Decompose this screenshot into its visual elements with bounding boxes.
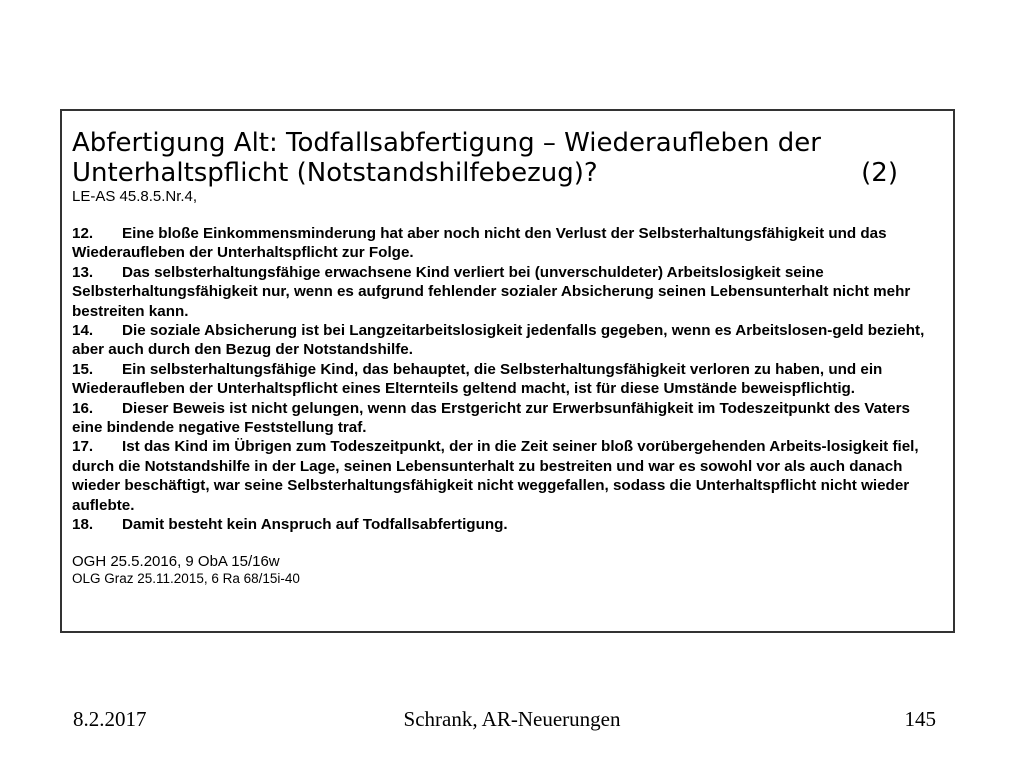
paragraph-16 — [72, 399, 943, 438]
paragraph-text: Dieser Beweis ist nicht gelungen, wenn das Erstgericht zur Erwerbsunfähigkeit im Todeszeitpunkt des Vaters eine bindende negative Feststellung traf. — [72, 399, 910, 437]
slide-title-number: (2) — [861, 158, 898, 188]
paragraph-text: Das selbsterhaltungsfähige erwachsene Kind verliert bei (unverschuldeter) Arbeitslosigkeit seine Selbsterhaltungsfähigkeit nur, wenn es aufgrund fehlender sozialer Absicherung seinen Lebensunterhalt nicht mehr bestreiten kann. — [72, 263, 911, 320]
paragraph-13 — [72, 263, 943, 321]
slide-title-text-2: Unterhaltspflicht (Notstandshilfebezug)? — [72, 158, 598, 188]
paragraph-17 — [72, 437, 943, 515]
paragraph-number: 17. — [72, 438, 94, 456]
paragraph-text: Ist das Kind im Übrigen zum Todeszeitpunkt, der in die Zeit seiner bloß vorübergehenden Arbeits-losigkeit fiel, durch die Notstandshilfe in der Lage, seinen Lebensunterhalt zu bestreiten und war es sowohl vor als auch danach wieder beschäftigt, war seine Selbsterhaltungsfähigkeit nicht weggefallen, sodass die Unterhaltspflicht nicht wieder auflebte. — [72, 438, 919, 514]
paragraph-list — [72, 224, 943, 535]
paragraph-text: Die soziale Absicherung ist bei Langzeitarbeitslosigkeit jedenfalls gegeben, wenn es Arbeitslosen-geld bezieht, aber auch durch den Bezug der Notstandshilfe. — [72, 322, 925, 359]
paragraph-12 — [72, 224, 943, 263]
citation-olg: OLG Graz 25.11.2015, 6 Ra 68/15i-40 — [72, 570, 300, 586]
footer-page-number: 145 — [904, 707, 936, 731]
slide-title-line-2 — [72, 158, 943, 188]
citation-block — [72, 553, 943, 587]
paragraph-number: 14. — [72, 322, 94, 340]
paragraph-number: 16. — [72, 399, 94, 417]
footer-date: 8.2.2017 — [73, 707, 147, 731]
slide-title-line-1 — [72, 128, 943, 158]
paragraph-text: Ein selbsterhaltungsfähige Kind, das behauptet, die Selbsterhaltungsfähigkeit verloren zu haben, und ein Wiederaufleben der Unterhaltspflicht eines Elternteils geltend macht, ist für diese Umstände beweispflichtig. — [72, 360, 883, 398]
slide-title-text-1: Abfertigung Alt: Todfallsabfertigung – Wiederaufleben der — [72, 128, 821, 158]
paragraph-number: 18. — [72, 516, 94, 534]
paragraph-18 — [72, 515, 943, 534]
paragraph-text: Eine bloße Einkommensminderung hat aber noch nicht den Verlust der Selbsterhaltungsfähigkeit und das Wiederaufleben der Unterhaltspflicht zur Folge. — [72, 225, 887, 262]
paragraph-number: 15. — [72, 360, 94, 378]
paragraph-number: 13. — [72, 263, 94, 281]
legal-reference: LE-AS 45.8.5.Nr.4, — [72, 188, 198, 205]
paragraph-15 — [72, 360, 943, 399]
citation-ogh: OGH 25.5.2016, 9 ObA 15/16w — [72, 552, 280, 570]
paragraph-text: Damit besteht kein Anspruch auf Todfallsabfertigung. — [122, 516, 508, 534]
paragraph-14 — [72, 321, 943, 360]
paragraph-number: 12. — [72, 225, 94, 242]
slide-content-box — [60, 109, 955, 633]
footer-author: Schrank, AR-Neuerungen — [403, 707, 621, 731]
